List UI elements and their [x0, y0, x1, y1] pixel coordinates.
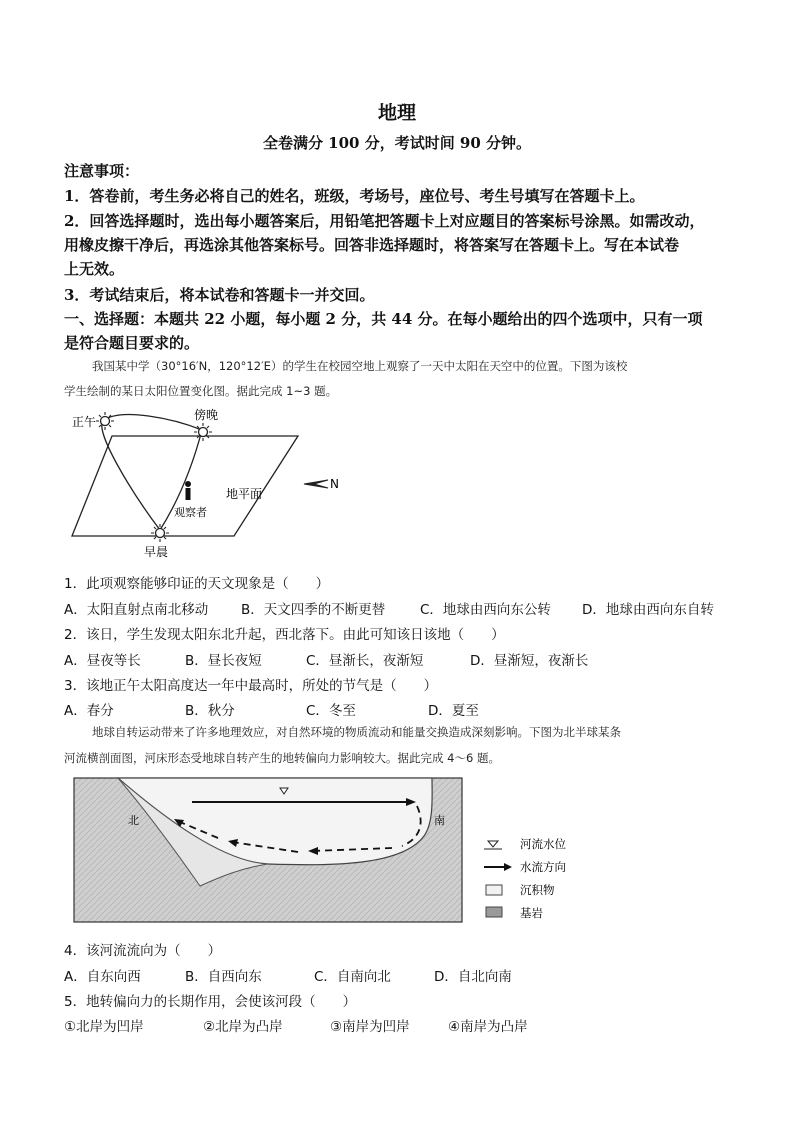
legend-sediment-label: 沉积物	[520, 883, 555, 897]
q2-option-b[interactable]: B．昼长夜短	[185, 653, 262, 669]
evening-sun-icon	[194, 423, 212, 441]
legend-flow-label: 水流方向	[520, 860, 566, 874]
q3-option-b[interactable]: B．秋分	[185, 703, 235, 719]
q3-option-d[interactable]: D．夏至	[428, 703, 479, 719]
label-north: N	[330, 477, 339, 491]
q2-option-a[interactable]: A．昼夜等长	[64, 653, 141, 669]
exam-info: 全卷满分 100 分，考试时间 90 分钟。	[262, 134, 532, 152]
river-legend	[480, 833, 580, 923]
q4-option-d[interactable]: D．自北向南	[434, 969, 512, 985]
label-evening: 傍晚	[194, 408, 219, 422]
notes-heading: 注意事项：	[64, 162, 140, 180]
q5-option-2[interactable]: ②北岸为凸岸	[203, 1019, 283, 1035]
note-2-line-1: 2．回答选择题时，选出每小题答案后，用铅笔把答题卡上对应题目的答案标号涂黑。如需改动，	[64, 212, 705, 230]
context-1-line-1: 我国某中学（30°16′N，120°12′E）的学生在校园空地上观察了一天中太阳在天空中的位置。下图为该校	[92, 359, 628, 373]
q3-option-c[interactable]: C．冬至	[306, 703, 356, 719]
horizon-plane	[72, 436, 298, 536]
north-arrow-icon	[304, 480, 328, 488]
legend-sediment-swatch	[486, 885, 502, 895]
noon-sun-icon	[96, 412, 114, 430]
q2-stem: 2．该日，学生发现太阳东北升起，西北落下。由此可知该日该地（ ）	[64, 627, 505, 643]
q2-option-d[interactable]: D．昼渐短，夜渐长	[470, 653, 589, 669]
q1-option-c[interactable]: C．地球由西向东公转	[420, 602, 551, 618]
q5-option-3[interactable]: ③南岸为凹岸	[330, 1019, 410, 1035]
note-2-line-3: 上无效。	[64, 260, 125, 278]
label-observer: 观察者	[174, 506, 207, 519]
observer-icon	[185, 481, 191, 500]
context-2-line-2: 河流横剖面图，河床形态受地球自转产生的地转偏向力影响较大。据此完成 4～6 题。	[64, 751, 500, 765]
section-heading-line-2: 是符合题目要求的。	[64, 334, 200, 352]
context-1-line-2: 学生绘制的某日太阳位置变化图。据此完成 1~3 题。	[64, 384, 338, 398]
label-plane: 地平面	[226, 487, 263, 501]
section-heading-line-1: 一、选择题：本题共 22 小题，每小题 2 分，共 44 分。在每小题给出的四个选项中，只有一项	[64, 310, 703, 328]
context-2-line-1: 地球自转运动带来了许多地理效应，对自然环境的物质流动和能量交换造成深刻影响。下图为北半球某条	[92, 725, 621, 739]
q1-option-b[interactable]: B．天文四季的不断更替	[241, 602, 386, 618]
label-north-bank: 北	[128, 814, 139, 827]
label-south-bank: 南	[434, 814, 445, 827]
q4-option-b[interactable]: B．自西向东	[185, 969, 262, 985]
morning-sun-icon	[151, 524, 169, 542]
q1-stem: 1．此项观察能够印证的天文现象是（ ）	[64, 576, 330, 592]
q1-option-d[interactable]: D．地球由西向东自转	[582, 602, 714, 618]
q5-stem: 5．地转偏向力的长期作用，会使该河段（ ）	[64, 994, 357, 1010]
q3-option-a[interactable]: A．春分	[64, 703, 114, 719]
legend-bedrock-label: 基岩	[520, 906, 543, 920]
sun-path-figure	[62, 408, 362, 560]
note-2-line-2: 用橡皮擦干净后，再选涂其他答案标号。回答非选择题时，将答案写在答题卡上。写在本试卷	[64, 236, 680, 254]
legend-bedrock-swatch	[486, 907, 502, 917]
note-1: 1．答卷前，考生务必将自己的姓名，班级，考场号，座位号、考生号填写在答题卡上。	[64, 187, 645, 205]
q2-option-c[interactable]: C．昼渐长，夜渐短	[306, 653, 424, 669]
q5-option-1[interactable]: ①北岸为凹岸	[64, 1019, 144, 1035]
q1-option-a[interactable]: A．太阳直射点南北移动	[64, 602, 209, 618]
q3-stem: 3．该地正午太阳高度达一年中最高时，所处的节气是（ ）	[64, 678, 438, 694]
q4-option-c[interactable]: C．自南向北	[314, 969, 391, 985]
label-morning: 早晨	[144, 545, 169, 559]
q4-stem: 4．该河流流向为（ ）	[64, 943, 222, 959]
label-noon: 正午	[72, 415, 97, 429]
page-title: 地理	[377, 102, 416, 124]
note-3: 3．考试结束后，将本试卷和答题卡一并交回。	[64, 286, 375, 304]
q4-option-a[interactable]: A．自东向西	[64, 969, 141, 985]
legend-water-level-label: 河流水位	[520, 837, 566, 851]
legend-water-level-icon	[488, 841, 498, 847]
q5-option-4[interactable]: ④南岸为凸岸	[448, 1019, 528, 1035]
